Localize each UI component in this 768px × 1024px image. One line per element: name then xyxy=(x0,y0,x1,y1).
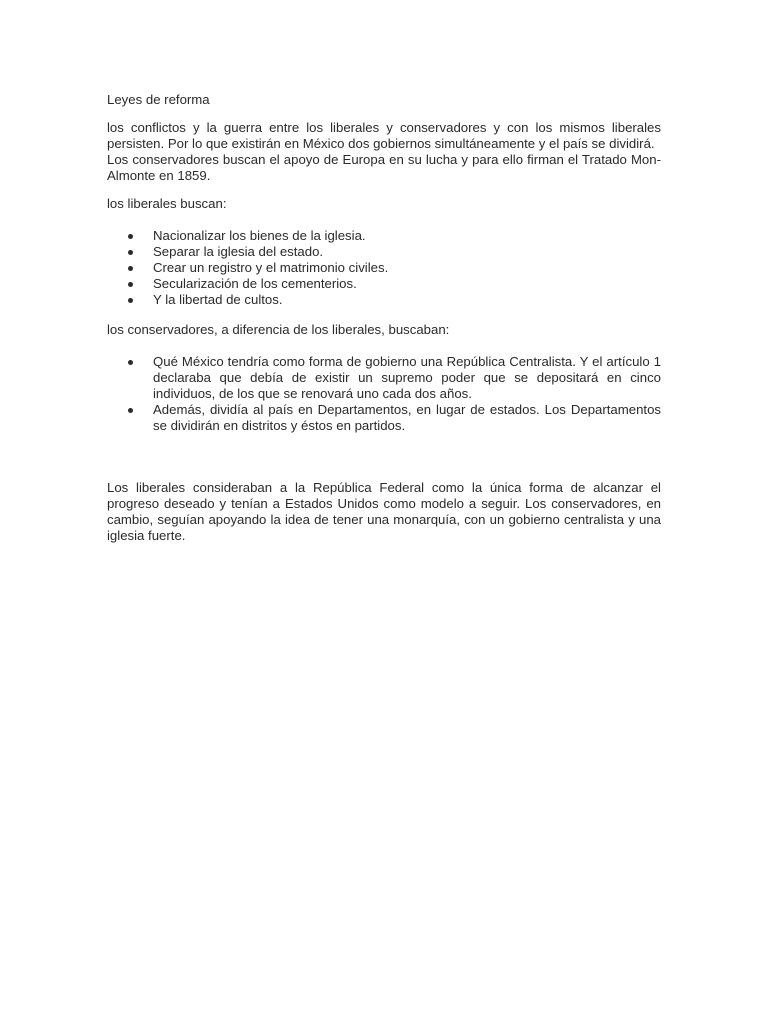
document-title: Leyes de reforma xyxy=(107,92,210,107)
list-item-text: Qué México tendría como forma de gobierno una República Centralista. Y el artículo 1 declaraba que debía de existir un supremo poder que se depositará en cinco individuos, de los que se renovará uno cada dos años. xyxy=(153,354,661,401)
bullet-icon xyxy=(128,360,133,365)
list-item xyxy=(153,276,661,292)
intro-paragraph: los conflictos y la guerra entre los liberales y conservadores y con los mismos liberales persisten. Por lo que existirán en México dos gobiernos simultáneamente y el país se dividirá. xyxy=(107,120,661,151)
bullet-icon xyxy=(128,266,133,271)
list-item xyxy=(153,402,661,434)
bullet-icon xyxy=(128,298,133,303)
intro-section xyxy=(107,120,661,184)
list-item xyxy=(153,260,661,276)
conservadores-heading: los conservadores, a diferencia de los liberales, buscaban: xyxy=(107,322,450,337)
list-item-text: Además, dividía al país en Departamentos, en lugar de estados. Los Departamentos se dividirán en distritos y éstos en partidos. xyxy=(153,402,661,433)
list-item xyxy=(153,228,661,244)
liberales-heading: los liberales buscan: xyxy=(107,196,227,211)
document-page xyxy=(107,92,661,544)
section-spacer xyxy=(107,448,661,480)
bullet-icon xyxy=(128,282,133,287)
list-item-text: Secularización de los cementerios. xyxy=(153,276,357,291)
bullet-icon xyxy=(128,408,133,413)
conservadores-list xyxy=(107,354,661,434)
closing-paragraph: Los liberales consideraban a la República Federal como la única forma de alcanzar el progreso deseado y tenían a Estados Unidos como modelo a seguir. Los conservadores, en cambio, seguían apoyando la idea de tener una monarquía, con un gobierno centralista y una iglesia fuerte. xyxy=(107,480,661,543)
bullet-icon xyxy=(128,250,133,255)
list-item-text: Separar la iglesia del estado. xyxy=(153,244,324,259)
list-item xyxy=(153,354,661,402)
list-item-text: Crear un registro y el matrimonio civiles. xyxy=(153,260,389,275)
intro-paragraph-2: Los conservadores buscan el apoyo de Europa en su lucha y para ello firman el Tratado Mon-Almonte en 1859. xyxy=(107,152,661,183)
bullet-icon xyxy=(128,234,133,239)
liberales-list xyxy=(107,228,661,308)
list-item-text: Y la libertad de cultos. xyxy=(153,292,283,307)
list-item xyxy=(153,292,661,308)
list-item-text: Nacionalizar los bienes de la iglesia. xyxy=(153,228,366,243)
list-item xyxy=(153,244,661,260)
